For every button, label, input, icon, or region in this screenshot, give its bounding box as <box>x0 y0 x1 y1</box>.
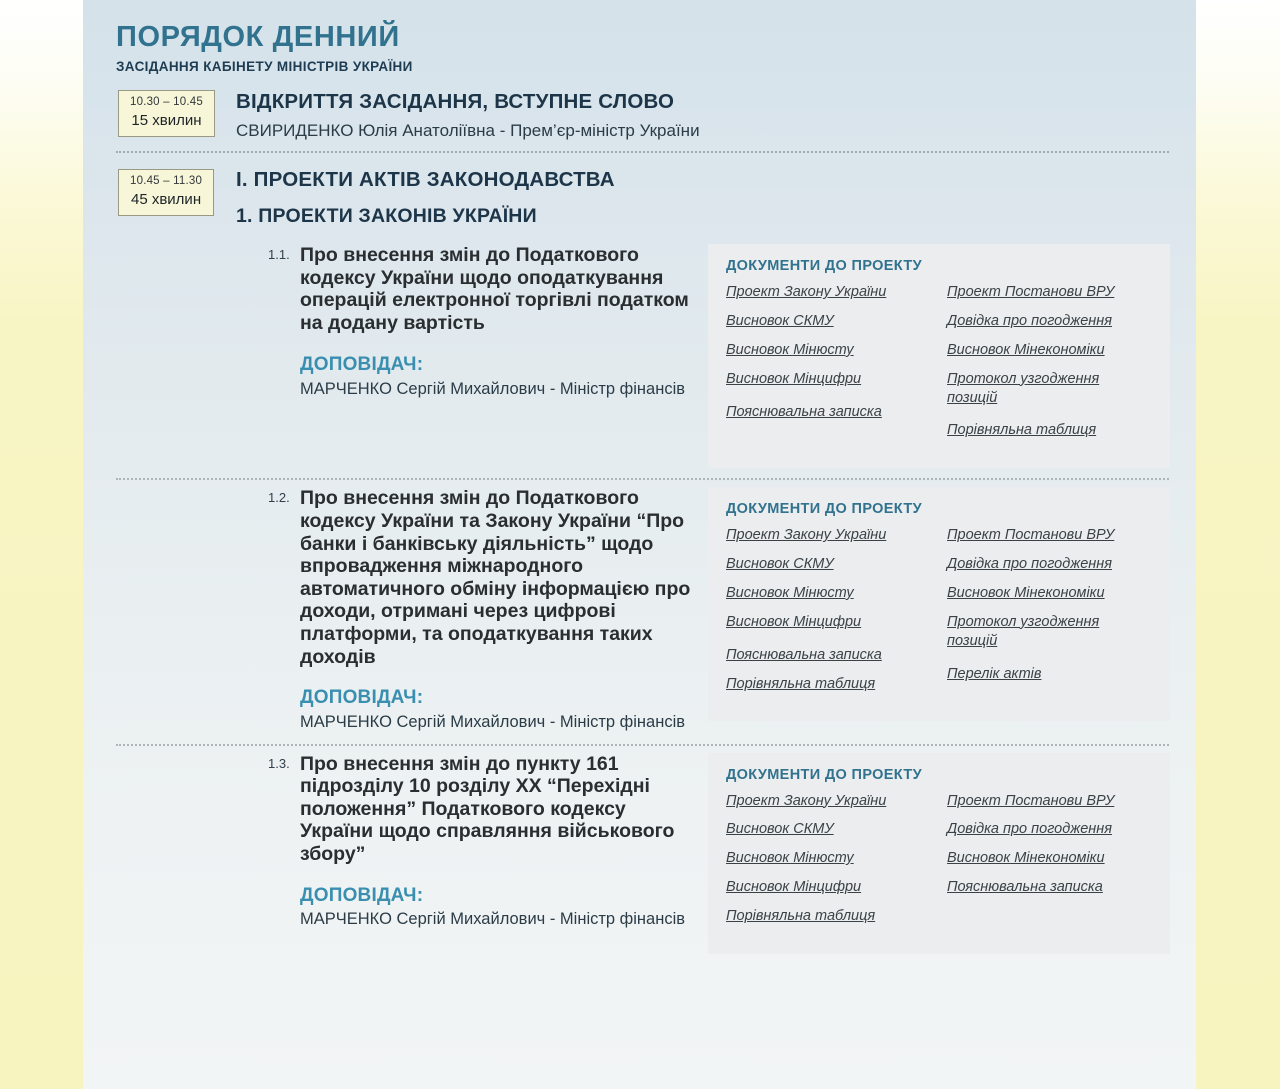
reporter-name: МАРЧЕНКО Сергій Михайлович - Міністр фінансів <box>300 910 686 929</box>
documents-column-left <box>726 283 931 450</box>
document-link[interactable]: Довідка про погодження <box>947 821 1113 838</box>
section-time-range: 10.45 – 11.30 <box>130 175 203 188</box>
documents-panel-title: ДОКУМЕНТИ ДО ПРОЕКТУ <box>726 258 922 275</box>
document-link[interactable]: Висновок СКМУ <box>726 556 834 573</box>
document-link[interactable]: Висновок Мінюсту <box>726 584 854 601</box>
documents-panel <box>708 244 1170 468</box>
reporter-label: ДОПОВІДАЧ: <box>300 353 424 375</box>
document-link[interactable]: Висновок Мінекономіки <box>947 584 1105 601</box>
opening-duration: 15 хвилин <box>131 111 202 129</box>
section-duration: 45 хвилин <box>130 190 202 208</box>
opening-time-badge <box>118 90 215 137</box>
documents-columns <box>726 792 1152 936</box>
agenda-item-title: Про внесення змін до Податкового кодексу України щодо оподаткування операцій електронної торгівлі податком на додану вартість <box>300 244 689 335</box>
agenda-item-text <box>300 487 708 733</box>
reporter-label: ДОПОВІДАЧ: <box>300 884 424 906</box>
document-link[interactable]: Висновок Мінцифри <box>726 613 862 630</box>
document-link[interactable]: Проект Постанови ВРУ <box>947 792 1115 809</box>
agenda-item <box>83 237 1196 478</box>
document-link[interactable]: Проект Закону України <box>726 792 887 809</box>
document-link[interactable]: Пояснювальна записка <box>726 646 882 663</box>
masthead <box>83 0 1196 74</box>
section-heading-roman: I. ПРОЕКТИ АКТІВ ЗАКОНОДАВСТВА <box>236 168 615 192</box>
document-link[interactable]: Проект Закону України <box>726 284 887 301</box>
document-link[interactable]: Порівняльна таблиця <box>726 907 876 924</box>
document-link[interactable]: Висновок СКМУ <box>726 313 834 330</box>
documents-column-left <box>726 526 931 703</box>
agenda-item-title: Про внесення змін до Податкового кодексу України та Закону України “Про банки і банківську діяльність” щодо впровадження міжнародного автоматичного обміну інформацією про доходи, отримані через цифрові платформи, та оподаткування таких доходів <box>300 487 691 668</box>
reporter-name: МАРЧЕНКО Сергій Михайлович - Міністр фінансів <box>300 713 686 732</box>
document-link[interactable]: Висновок СКМУ <box>726 821 834 838</box>
agenda-item-main <box>83 487 708 733</box>
opening-time-range: 10.30 – 10.45 <box>130 96 203 109</box>
page-title: ПОРЯДОК ДЕННИЙ <box>116 21 400 53</box>
section-heading-block <box>83 153 1196 237</box>
document-link[interactable]: Висновок Мінцифри <box>726 370 862 387</box>
agenda-item-title: Про внесення змін до пункту 161 підрозділу 10 розділу XX “Перехідні положення” Податкового кодексу України щодо справляння військового збору” <box>300 752 675 865</box>
agenda-item-main <box>83 244 708 400</box>
item-separator <box>116 478 1169 480</box>
section-heading-sub: 1. ПРОЕКТИ ЗАКОНІВ УКРАЇНИ <box>236 204 537 227</box>
documents-column-right <box>947 792 1152 936</box>
section-headings <box>236 169 1196 227</box>
section-time-badge <box>118 169 214 216</box>
document-link[interactable]: Висновок Мінюсту <box>726 341 854 358</box>
document-link[interactable]: Пояснювальна записка <box>726 403 882 420</box>
opening-speaker: СВИРИДЕНКО Юлія Анатоліївна - Прем’єр-міністр України <box>236 121 700 140</box>
section-separator <box>116 151 1169 153</box>
documents-column-right <box>947 283 1152 450</box>
agenda-item-number: 1.1. <box>268 247 290 263</box>
document-link[interactable]: Довідка про погодження <box>947 556 1113 573</box>
document-link[interactable]: Висновок Мінекономіки <box>947 341 1105 358</box>
agenda-page <box>83 0 1196 1089</box>
document-link[interactable]: Висновок Мінцифри <box>726 879 862 896</box>
reporter-label: ДОПОВІДАЧ: <box>300 687 424 709</box>
document-link[interactable]: Висновок Мінюсту <box>726 850 854 867</box>
documents-column-right <box>947 526 1152 703</box>
opening-badge-column <box>83 90 236 137</box>
documents-columns <box>726 526 1152 703</box>
documents-panel-title: ДОКУМЕНТИ ДО ПРОЕКТУ <box>726 766 922 783</box>
document-link[interactable]: Перелік актів <box>947 665 1042 682</box>
agenda-item-text <box>300 244 708 400</box>
documents-panel <box>708 487 1170 721</box>
agenda-item-number: 1.2. <box>268 490 290 506</box>
documents-panel <box>708 753 1170 954</box>
agenda-item-text <box>300 753 708 931</box>
documents-panel-title: ДОКУМЕНТИ ДО ПРОЕКТУ <box>726 501 922 518</box>
page-subtitle: ЗАСІДАННЯ КАБІНЕТУ МІНІСТРІВ УКРАЇНИ <box>116 59 413 75</box>
document-link[interactable]: Протокол узгодження позицій <box>947 613 1100 649</box>
document-link[interactable]: Проект Закону України <box>726 527 887 544</box>
document-link[interactable]: Довідка про погодження <box>947 313 1113 330</box>
opening-title: ВІДКРИТТЯ ЗАСІДАННЯ, ВСТУПНЕ СЛОВО <box>236 90 675 114</box>
opening-body <box>236 90 1196 141</box>
agenda-item <box>83 480 1196 743</box>
section-badge-column <box>83 169 236 216</box>
reporter-name: МАРЧЕНКО Сергій Михайлович - Міністр фінансів <box>300 379 686 398</box>
document-link[interactable]: Порівняльна таблиця <box>726 675 876 692</box>
agenda-item <box>83 746 1196 964</box>
document-link[interactable]: Проект Постанови ВРУ <box>947 284 1115 301</box>
opening-block <box>83 74 1196 151</box>
document-link[interactable]: Проект Постанови ВРУ <box>947 527 1115 544</box>
document-link[interactable]: Висновок Мінекономіки <box>947 850 1105 867</box>
documents-column-left <box>726 792 931 936</box>
document-link[interactable]: Протокол узгодження позицій <box>947 370 1100 406</box>
agenda-item-main <box>83 753 708 931</box>
item-separator <box>116 744 1169 746</box>
document-link[interactable]: Порівняльна таблиця <box>947 422 1097 439</box>
documents-columns <box>726 283 1152 450</box>
agenda-item-number: 1.3. <box>268 755 290 771</box>
document-link[interactable]: Пояснювальна записка <box>947 879 1103 896</box>
